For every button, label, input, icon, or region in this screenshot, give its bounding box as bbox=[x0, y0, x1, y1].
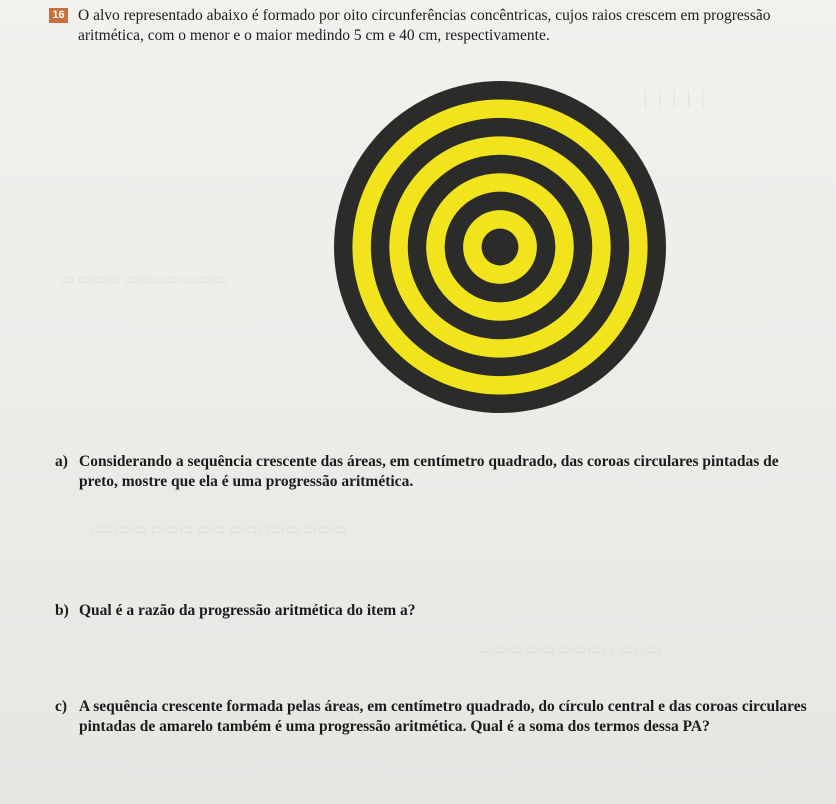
item-a bbox=[55, 452, 805, 492]
item-text: Considerando a sequência crescente das áreas, em centímetro quadrado, das coroas circulares pintadas de preto, mostre que ela é uma progressão aritmética. bbox=[79, 453, 779, 490]
item-text: A sequência crescente formada pelas áreas, em centímetro quadrado, do círculo central e das coroas circulares pintadas de amarelo também é uma progressão aritmética. Qual é a soma dos termos dessa PA? bbox=[79, 698, 807, 735]
item-letter: c) bbox=[55, 698, 68, 715]
target-ring-black bbox=[482, 229, 519, 266]
bleed-through-text: │ │ │ │ │ bbox=[640, 92, 709, 108]
item-c bbox=[55, 697, 815, 737]
item-letter: b) bbox=[55, 602, 69, 619]
item-text: Qual é a razão da progressão aritmética do item a? bbox=[79, 602, 416, 619]
item-b bbox=[55, 601, 805, 621]
item-letter: a) bbox=[55, 453, 68, 470]
bleed-through-text: ▭ ▭▭▭ ▭▭▭▭ ▭▭▭ bbox=[60, 272, 228, 288]
question-number-badge: 16 bbox=[49, 8, 68, 23]
bleed-through-text: ▭▭▭ ▭▭ ▭▭▭▭ ▭▭▭ bbox=[480, 642, 662, 658]
bleed-through-text: ▭▭▭▭ ▭▭▭ ▭▭ ▭▭▭▭▭ ▭▭▭ bbox=[90, 522, 346, 538]
question-stem: O alvo representado abaixo é formado por oito circunferências concêntricas, cujos raios crescem em progressão aritmética, com o menor e o maior medindo 5 cm e 40 cm, respectivamente. bbox=[78, 7, 771, 44]
concentric-target-figure bbox=[333, 80, 667, 414]
target-svg bbox=[333, 80, 667, 414]
